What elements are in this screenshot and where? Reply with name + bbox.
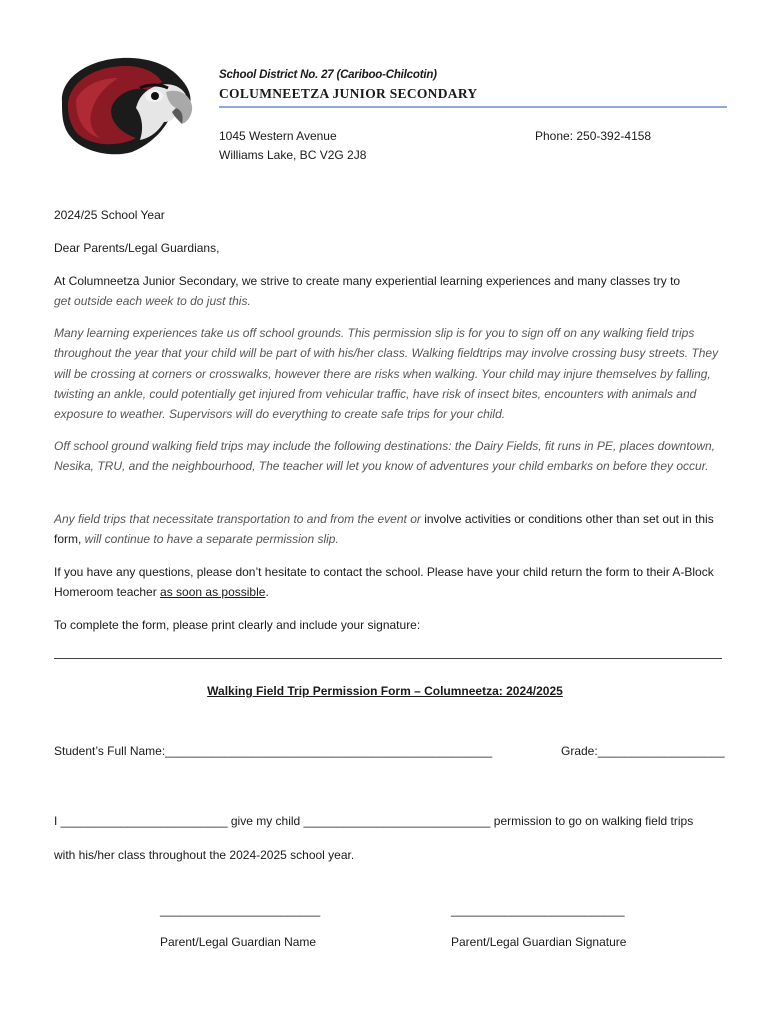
school-name: COLUMNEETZA JUNIOR SECONDARY bbox=[219, 86, 478, 101]
guardian-signature-line[interactable]: __________________________ bbox=[451, 903, 625, 917]
school-year: 2024/25 School Year bbox=[54, 208, 165, 222]
consent-line-2: with his/her class throughout the 2024-2025 school year. bbox=[54, 848, 355, 862]
grade-label: Grade: bbox=[561, 744, 598, 758]
transport-text-italic: Any field trips that necessitate transportation to and from the event or bbox=[54, 512, 421, 526]
address-line-1: 1045 Western Avenue bbox=[219, 129, 337, 143]
intro-paragraph bbox=[54, 271, 724, 312]
student-name-label: Student’s Full Name: bbox=[54, 744, 166, 758]
school-phone: Phone: 250-392-4158 bbox=[535, 129, 652, 143]
guardian-name-label: Parent/Legal Guardian Name bbox=[160, 935, 317, 949]
address-line-2: Williams Lake, BC V2G 2J8 bbox=[219, 148, 367, 162]
hawk-mascot-logo-icon bbox=[52, 52, 194, 160]
destinations-paragraph: Off school ground walking field trips may include the following destinations: the Dairy Fields, fit runs in PE, places downtown, Nesika, TRU, and the neighbourhood, The teacher will let you know of adventures your child embarks on before they occur. bbox=[54, 439, 715, 474]
risk-paragraph: Many learning experiences take us off school grounds. This permission slip is for you to sign off on any walking field trips throughout the year that your child will be part of with his/her class. Walking fieldtrips may involve crossing busy streets. They will be crossing at corners or crosswalks, however there are risks when walking. Your child may injure themselves by falling, twisting an ankle, could potentially get injured from vehicular traffic, have risk of insect bites, encounters with animals and exposure to weather. Supervisors will do everything to create safe trips for your child. bbox=[54, 326, 719, 422]
letterhead-divider bbox=[219, 106, 727, 108]
transport-text: involve activities or conditions other than set out in this form, bbox=[54, 512, 714, 547]
consent-text-3: permission to go on walking field trips bbox=[490, 814, 694, 828]
form-title: Walking Field Trip Permission Form – Columneetza: 2024/2025 bbox=[207, 684, 563, 698]
consent-text-2: give my child bbox=[227, 814, 304, 828]
district-name: School District No. 27 (Cariboo-Chilcotin) bbox=[219, 69, 437, 81]
student-name-field[interactable]: _________________________________________________ bbox=[165, 744, 493, 758]
student-name-row bbox=[54, 744, 492, 758]
guardian-signature-label: Parent/Legal Guardian Signature bbox=[451, 935, 627, 949]
asap-text: as soon as possible bbox=[160, 585, 266, 600]
consent-row bbox=[54, 814, 693, 828]
guardian-name-signature-line[interactable]: ________________________ bbox=[160, 903, 321, 917]
salutation: Dear Parents/Legal Guardians, bbox=[54, 241, 220, 255]
cut-line bbox=[54, 658, 722, 659]
consent-text-1: I bbox=[54, 814, 61, 828]
transport-text-italic-end: will continue to have a separate permission slip. bbox=[81, 532, 339, 547]
questions-end: . bbox=[265, 585, 269, 600]
instructions: To complete the form, please print clearly and include your signature: bbox=[54, 618, 421, 632]
intro-text: At Columneetza Junior Secondary, we strive to create many experiential learning experiences and many classes try to bbox=[54, 274, 681, 288]
grade-field[interactable]: ___________________ bbox=[597, 744, 725, 758]
transport-paragraph bbox=[54, 509, 724, 550]
intro-text-italic: get outside each week to do just this. bbox=[54, 294, 251, 309]
questions-text: If you have any questions, please don’t hesitate to contact the school. Please have your child return the form to their A-Block Homeroom teacher bbox=[54, 565, 714, 600]
questions-paragraph bbox=[54, 562, 724, 603]
child-name-field[interactable]: ____________________________ bbox=[303, 814, 491, 828]
grade-row bbox=[561, 744, 725, 758]
guardian-name-field[interactable]: _________________________ bbox=[60, 814, 228, 828]
